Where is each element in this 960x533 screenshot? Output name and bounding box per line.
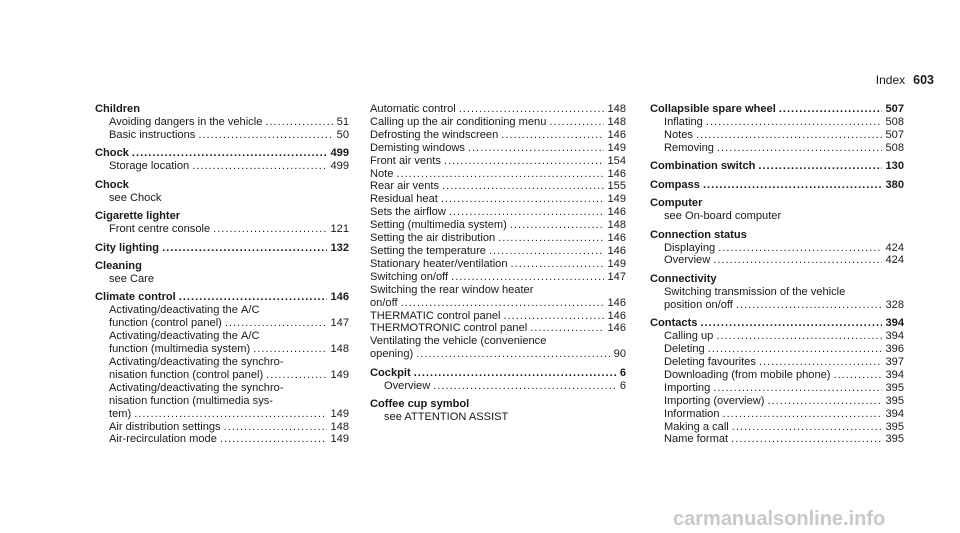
leader-dots — [162, 242, 327, 255]
index-subentry[interactable] — [370, 258, 626, 271]
page-reference: 146 — [607, 296, 626, 309]
index-subentry-text: Inflating — [664, 115, 703, 128]
index-heading-text: Chock — [95, 147, 129, 160]
index-subentry-text: THERMATIC control panel — [370, 309, 501, 322]
index-subentry-text: Deleting favourites — [664, 355, 756, 368]
page-reference: 380 — [885, 178, 904, 191]
leader-dots — [401, 297, 605, 310]
index-heading[interactable] — [95, 103, 349, 116]
page-reference: 149 — [330, 433, 349, 446]
index-heading-text: Cigarette lighter — [95, 210, 181, 223]
leader-dots — [433, 380, 617, 393]
index-subentry-text: Residual heat — [370, 193, 438, 206]
page-reference: 146 — [607, 167, 626, 180]
page-reference: 154 — [607, 154, 626, 167]
index-subentry-text: function (control panel) — [109, 317, 222, 330]
index-subentry[interactable] — [650, 142, 904, 155]
index-subentry[interactable] — [370, 142, 626, 155]
leader-dots — [700, 317, 882, 330]
leader-dots — [504, 310, 605, 323]
index-subentry[interactable] — [370, 348, 626, 361]
page-reference: 146 — [607, 128, 626, 141]
index-subentry[interactable] — [650, 254, 904, 267]
index-subentry-text: Air distribution settings — [109, 420, 221, 433]
index-subentry[interactable] — [95, 343, 349, 356]
leader-dots — [441, 193, 605, 206]
leader-dots — [449, 206, 605, 219]
index-column-3 — [650, 103, 904, 452]
page-reference: 130 — [885, 160, 904, 173]
index-subentry-text: Notes — [664, 128, 693, 141]
index-subentry[interactable] — [650, 433, 904, 446]
page-reference: 397 — [885, 355, 904, 368]
page-reference: 424 — [885, 241, 904, 254]
index-subentry-text: Front centre console — [109, 223, 211, 236]
index-subentry[interactable] — [370, 271, 626, 284]
index-subentry[interactable] — [370, 411, 626, 424]
leader-dots — [468, 142, 605, 155]
leader-dots — [192, 160, 327, 173]
leader-dots — [713, 254, 882, 267]
leader-dots — [198, 129, 333, 142]
leader-dots — [213, 223, 327, 236]
index-subentry-text: Note — [370, 167, 394, 180]
page-reference: 499 — [330, 160, 349, 173]
page-reference: 508 — [885, 115, 904, 128]
leader-dots — [723, 408, 883, 421]
index-heading-text: Computer — [650, 197, 703, 210]
index-heading[interactable] — [650, 160, 904, 173]
leader-dots — [134, 408, 327, 421]
leader-dots — [779, 103, 883, 116]
index-subentry-line: Activating/deactivating the A/C — [109, 304, 260, 317]
index-subentry-text: Demisting windows — [370, 141, 465, 154]
index-heading-text: Contacts — [650, 317, 698, 330]
index-subentry-text: Sets the airflow — [370, 206, 446, 219]
index-subentry-text: Deleting — [664, 343, 705, 356]
index-subentry[interactable] — [650, 330, 904, 343]
index-heading[interactable] — [650, 273, 904, 286]
page-reference: 146 — [607, 206, 626, 219]
index-entry — [370, 103, 626, 361]
index-heading-text: Chock — [95, 178, 129, 191]
leader-dots — [498, 232, 604, 245]
page-reference: 51 — [336, 115, 349, 128]
index-subentry[interactable] — [95, 129, 349, 142]
index-subentry-text: Basic instructions — [109, 128, 196, 141]
leader-dots — [511, 258, 605, 271]
index-subentry-text: Storage location — [109, 160, 190, 173]
page-reference: 424 — [885, 254, 904, 267]
index-subentry[interactable] — [95, 408, 349, 421]
index-entry — [650, 317, 904, 446]
header-page-number: 603 — [913, 73, 934, 87]
index-subentry-text: Setting the air distribution — [370, 232, 496, 245]
index-subentry-text: see Care — [109, 272, 155, 285]
index-subentry[interactable] — [650, 116, 904, 129]
index-subentry-text: Setting the temperature — [370, 244, 486, 257]
index-subentry[interactable] — [95, 421, 349, 434]
leader-dots — [132, 147, 328, 160]
index-subentry-line: Activating/deactivating the A/C — [109, 330, 260, 343]
index-subentry[interactable] — [650, 242, 904, 255]
index-subentry[interactable] — [370, 103, 626, 116]
index-subentry-text: Calling up — [664, 330, 714, 343]
page-reference: 148 — [330, 343, 349, 356]
index-subentry[interactable] — [370, 116, 626, 129]
page-reference: 148 — [607, 219, 626, 232]
index-subentry-text: Calling up the air conditioning menu — [370, 115, 547, 128]
leader-dots — [459, 103, 605, 116]
index-subentry-text: opening) — [370, 348, 414, 361]
index-subentry[interactable] — [650, 343, 904, 356]
leader-dots — [732, 421, 883, 434]
index-subentry-line: Switching transmission of the vehicle — [664, 285, 846, 298]
index-subentry[interactable] — [370, 232, 626, 245]
index-subentry-text: Displaying — [664, 241, 716, 254]
index-subentry-text: Downloading (from mobile phone) — [664, 368, 831, 381]
index-subentry-text: position on/off — [664, 298, 733, 311]
index-entry — [95, 210, 349, 236]
index-subentry-text: Rear air vents — [370, 180, 440, 193]
index-heading-text: Connection status — [650, 228, 747, 241]
page-reference: 146 — [607, 232, 626, 245]
index-subentry-text: Name format — [664, 433, 729, 446]
index-subentry[interactable] — [95, 369, 349, 382]
index-subentry-text: Overview — [384, 379, 431, 392]
page-reference: 507 — [885, 103, 904, 115]
page-reference: 147 — [330, 317, 349, 330]
page-reference: 508 — [885, 141, 904, 154]
index-subentry[interactable] — [95, 433, 349, 446]
leader-dots — [759, 356, 883, 369]
leader-dots — [768, 395, 883, 408]
index-subentry-text: see ATTENTION ASSIST — [384, 411, 509, 424]
index-heading-text: Combination switch — [650, 160, 756, 173]
index-heading[interactable] — [650, 229, 904, 242]
index-entry — [650, 160, 904, 173]
leader-dots — [834, 369, 883, 382]
page-reference: 146 — [330, 291, 349, 304]
index-heading-text: Connectivity — [650, 272, 717, 285]
page-reference: 395 — [885, 420, 904, 433]
index-subentry[interactable] — [370, 155, 626, 168]
index-heading[interactable] — [95, 291, 349, 304]
leader-dots — [731, 433, 882, 446]
index-subentry-text: Importing (overview) — [664, 394, 765, 407]
page-reference: 132 — [330, 241, 349, 254]
index-subentry-text: Automatic control — [370, 103, 456, 115]
leader-dots — [736, 299, 883, 312]
index-heading[interactable] — [95, 147, 349, 160]
index-subentry[interactable] — [650, 356, 904, 369]
index-subentry-text: Information — [664, 407, 720, 420]
index-subentry[interactable] — [650, 395, 904, 408]
index-subentry[interactable] — [650, 369, 904, 382]
index-subentry[interactable] — [370, 310, 626, 323]
leader-dots — [713, 382, 882, 395]
index-heading-text: Compass — [650, 178, 700, 191]
index-subentry[interactable] — [95, 116, 349, 129]
page-reference: 149 — [330, 368, 349, 381]
page-reference: 155 — [607, 180, 626, 193]
page-reference: 148 — [607, 103, 626, 115]
leader-dots — [396, 168, 604, 181]
index-entry — [95, 103, 349, 142]
leader-dots — [510, 219, 605, 232]
index-entry — [650, 179, 904, 192]
leader-dots — [265, 116, 333, 129]
page-reference: 149 — [330, 407, 349, 420]
index-subentry[interactable] — [650, 421, 904, 434]
index-subentry-text: tem) — [109, 407, 132, 420]
index-entry — [650, 229, 904, 268]
index-subentry-text: Setting (multimedia system) — [370, 219, 507, 232]
index-subentry[interactable] — [370, 245, 626, 258]
index-subentry[interactable] — [650, 210, 904, 223]
index-subentry[interactable] — [370, 206, 626, 219]
index-subentry-line: Ventilating the vehicle (convenience — [370, 335, 547, 348]
index-subentry-text: Air-recirculation mode — [109, 433, 217, 446]
index-subentry[interactable] — [95, 273, 349, 286]
page-reference: 396 — [885, 343, 904, 356]
index-heading-text: Collapsible spare wheel — [650, 103, 776, 115]
leader-dots — [708, 343, 883, 356]
index-entry — [650, 197, 904, 223]
index-subentry[interactable] — [370, 129, 626, 142]
page-reference: 394 — [885, 317, 904, 330]
index-subentry-text: Making a call — [664, 420, 729, 433]
index-heading[interactable] — [95, 179, 349, 192]
page-reference: 121 — [330, 223, 349, 236]
index-subentry[interactable] — [370, 322, 626, 335]
page-header — [876, 73, 934, 87]
page-reference: 6 — [619, 379, 626, 392]
index-heading-text: Children — [95, 103, 140, 115]
index-subentry[interactable] — [650, 129, 904, 142]
header-label: Index — [875, 73, 906, 87]
leader-dots — [706, 116, 883, 129]
index-heading-text: Coffee cup symbol — [370, 398, 470, 411]
index-subentry[interactable] — [370, 193, 626, 206]
index-entry — [95, 179, 349, 205]
index-subentry-text: nisation function (control panel) — [109, 368, 264, 381]
page-reference: 148 — [607, 115, 626, 128]
index-subentry-line: Switching the rear window heater — [370, 283, 534, 296]
index-heading[interactable] — [95, 242, 349, 255]
page-reference: 328 — [885, 298, 904, 311]
index-heading[interactable] — [650, 103, 904, 116]
index-subentry[interactable] — [95, 192, 349, 205]
index-subentry-line: Activating/deactivating the synchro- — [109, 381, 284, 394]
index-heading[interactable] — [95, 210, 349, 223]
index-entry — [95, 260, 349, 286]
index-column-2 — [370, 103, 626, 430]
index-heading[interactable] — [370, 367, 626, 380]
index-subentry-text: on/off — [370, 296, 398, 309]
index-subentry[interactable] — [370, 219, 626, 232]
page-reference: 146 — [607, 309, 626, 322]
index-heading-text: Cockpit — [370, 366, 411, 379]
page-reference: 395 — [885, 433, 904, 446]
index-entry — [650, 103, 904, 155]
index-column-1 — [95, 103, 349, 452]
index-subentry[interactable] — [95, 317, 349, 330]
page-reference: 147 — [607, 270, 626, 283]
index-heading[interactable] — [95, 260, 349, 273]
page-reference: 394 — [885, 368, 904, 381]
leader-dots — [442, 180, 604, 193]
leader-dots — [758, 160, 882, 173]
index-subentry-text: see Chock — [109, 191, 162, 204]
index-heading-text: City lighting — [95, 241, 160, 254]
leader-dots — [451, 271, 604, 284]
leader-dots — [489, 245, 605, 258]
leader-dots — [549, 116, 604, 129]
page-reference: 499 — [330, 147, 349, 160]
page-reference: 149 — [607, 193, 626, 206]
index-subentry[interactable] — [650, 408, 904, 421]
index-subentry[interactable] — [95, 160, 349, 173]
index-subentry[interactable] — [650, 299, 904, 312]
watermark: carmanualsonline.info — [673, 508, 886, 530]
page-reference: 6 — [619, 366, 626, 379]
page-reference: 394 — [885, 407, 904, 420]
leader-dots — [501, 129, 604, 142]
index-subentry-text: Front air vents — [370, 154, 441, 167]
page-reference: 50 — [336, 128, 349, 141]
index-subentry[interactable] — [370, 380, 626, 393]
leader-dots — [224, 421, 328, 434]
leader-dots — [703, 179, 883, 192]
index-heading[interactable] — [650, 317, 904, 330]
index-entry — [370, 398, 626, 424]
page-reference: 395 — [885, 381, 904, 394]
index-subentry[interactable] — [370, 180, 626, 193]
leader-dots — [220, 433, 328, 446]
leader-dots — [716, 330, 882, 343]
leader-dots — [696, 129, 883, 142]
page-reference: 394 — [885, 330, 904, 343]
page-reference: 395 — [885, 394, 904, 407]
index-entry — [95, 147, 349, 173]
index-entry — [650, 273, 904, 312]
leader-dots — [266, 369, 327, 382]
page-reference: 146 — [607, 244, 626, 257]
index-heading[interactable] — [370, 398, 626, 411]
index-subentry-text: Importing — [664, 381, 711, 394]
index-subentry-text: Defrosting the windscreen — [370, 128, 499, 141]
page-reference: 149 — [607, 141, 626, 154]
page-reference: 148 — [330, 420, 349, 433]
index-subentry[interactable] — [370, 168, 626, 181]
index-subentry-text: Avoiding dangers in the vehicle — [109, 115, 263, 128]
index-entry — [370, 367, 626, 393]
index-heading[interactable] — [650, 179, 904, 192]
leader-dots — [444, 155, 605, 168]
index-entry — [95, 242, 349, 255]
index-subentry-line: Activating/deactivating the synchro- — [109, 355, 284, 368]
leader-dots — [717, 142, 883, 155]
leader-dots — [718, 242, 882, 255]
page-reference: 146 — [607, 322, 626, 335]
index-heading-text: Climate control — [95, 291, 176, 304]
index-subentry-text: see On-board computer — [664, 210, 782, 223]
leader-dots — [416, 348, 610, 361]
page-reference: 149 — [607, 257, 626, 270]
leader-dots — [530, 322, 604, 335]
index-heading-text: Cleaning — [95, 260, 142, 273]
index-subentry-text: Stationary heater/ventilation — [370, 257, 508, 270]
index-subentry-text: Removing — [664, 141, 714, 154]
index-subentry[interactable] — [95, 223, 349, 236]
leader-dots — [253, 343, 327, 356]
page-reference: 507 — [885, 128, 904, 141]
leader-dots — [414, 367, 617, 380]
index-subentry-text: THERMOTRONIC control panel — [370, 322, 528, 335]
index-subentry[interactable] — [370, 297, 626, 310]
index-subentry-text: function (multimedia system) — [109, 343, 251, 356]
leader-dots — [225, 317, 328, 330]
index-subentry-line: nisation function (multimedia sys- — [109, 394, 274, 407]
index-subentry-text: Switching on/off — [370, 270, 449, 283]
index-subentry-text: Overview — [664, 254, 711, 267]
index-entry — [95, 291, 349, 446]
page-reference: 90 — [613, 348, 626, 361]
index-subentry[interactable] — [650, 382, 904, 395]
leader-dots — [179, 291, 328, 304]
index-heading[interactable] — [650, 197, 904, 210]
